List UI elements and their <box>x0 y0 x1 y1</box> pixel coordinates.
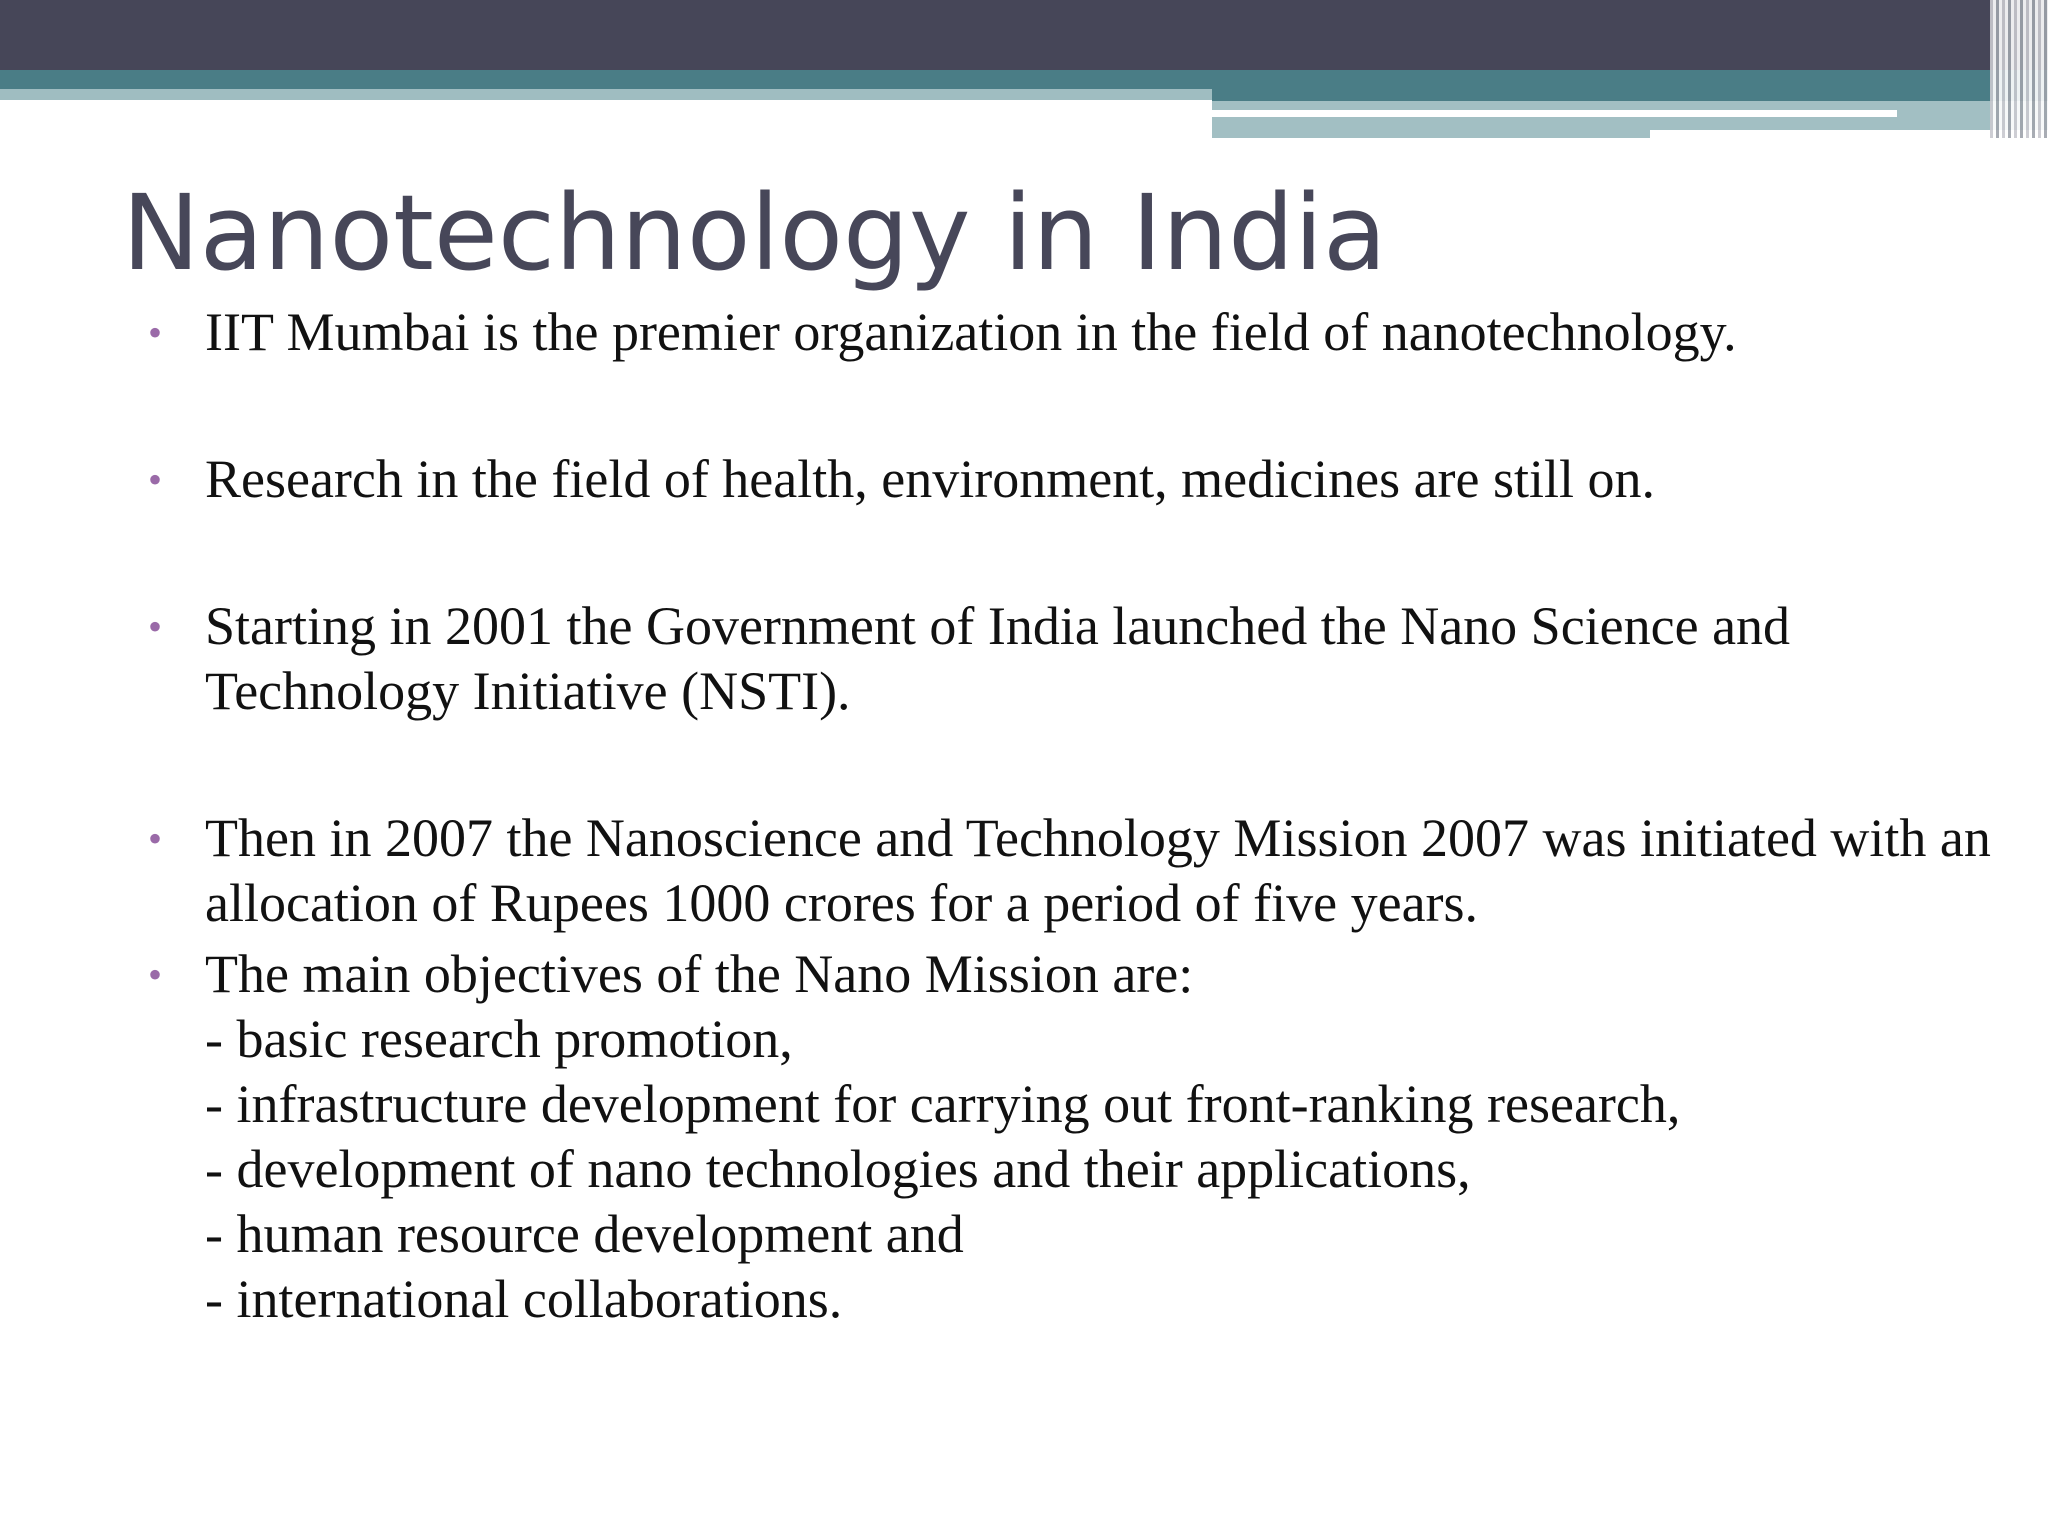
objective-line: - development of nano technologies and their applications, <box>205 1139 1471 1199</box>
bullet-item <box>146 300 2006 365</box>
bullet-text: Starting in 2001 the Government of India launched the Nano Science and Technology Initiative (NSTI). <box>205 596 1791 721</box>
objective-line: - infrastructure development for carrying out front-ranking research, <box>205 1074 1681 1134</box>
header-band-dark <box>0 0 2048 70</box>
bullet-item <box>146 942 2006 1332</box>
bullet-dot-icon: • <box>148 457 163 502</box>
slide-title: Nanotechnology in India <box>122 172 1387 294</box>
objective-line: - international collaborations. <box>205 1269 843 1329</box>
bullet-dot-icon: • <box>148 604 163 649</box>
header-band-teal <box>0 70 2048 89</box>
header-white-line-short <box>1650 130 2048 138</box>
bullet-item <box>146 806 2006 936</box>
header-band-light-left <box>0 89 1212 100</box>
bullet-item <box>146 594 2006 724</box>
header-edge-stripes <box>1990 0 2048 138</box>
bullet-text: Then in 2007 the Nanoscience and Technology Mission 2007 was initiated with an allocation of Rupees 1000 crores for a period of five years. <box>205 808 1991 933</box>
bullet-dot-icon: • <box>148 952 163 997</box>
objective-line: - human resource development and <box>205 1204 964 1264</box>
bullet-dot-icon: • <box>148 816 163 861</box>
bullet-text: Research in the field of health, environment, medicines are still on. <box>205 449 1656 509</box>
bullet-dot-icon: • <box>148 310 163 355</box>
bullet-text: IIT Mumbai is the premier organization in the field of nanotechnology. <box>205 302 1737 362</box>
bullet-item <box>146 447 2006 512</box>
objective-line: - basic research promotion, <box>205 1009 793 1069</box>
bullet-list <box>146 300 2006 1332</box>
header-white-line <box>1212 110 1897 117</box>
header-band-teal-right <box>1212 89 2048 101</box>
bullet-text: The main objectives of the Nano Mission are: <box>205 944 1194 1004</box>
